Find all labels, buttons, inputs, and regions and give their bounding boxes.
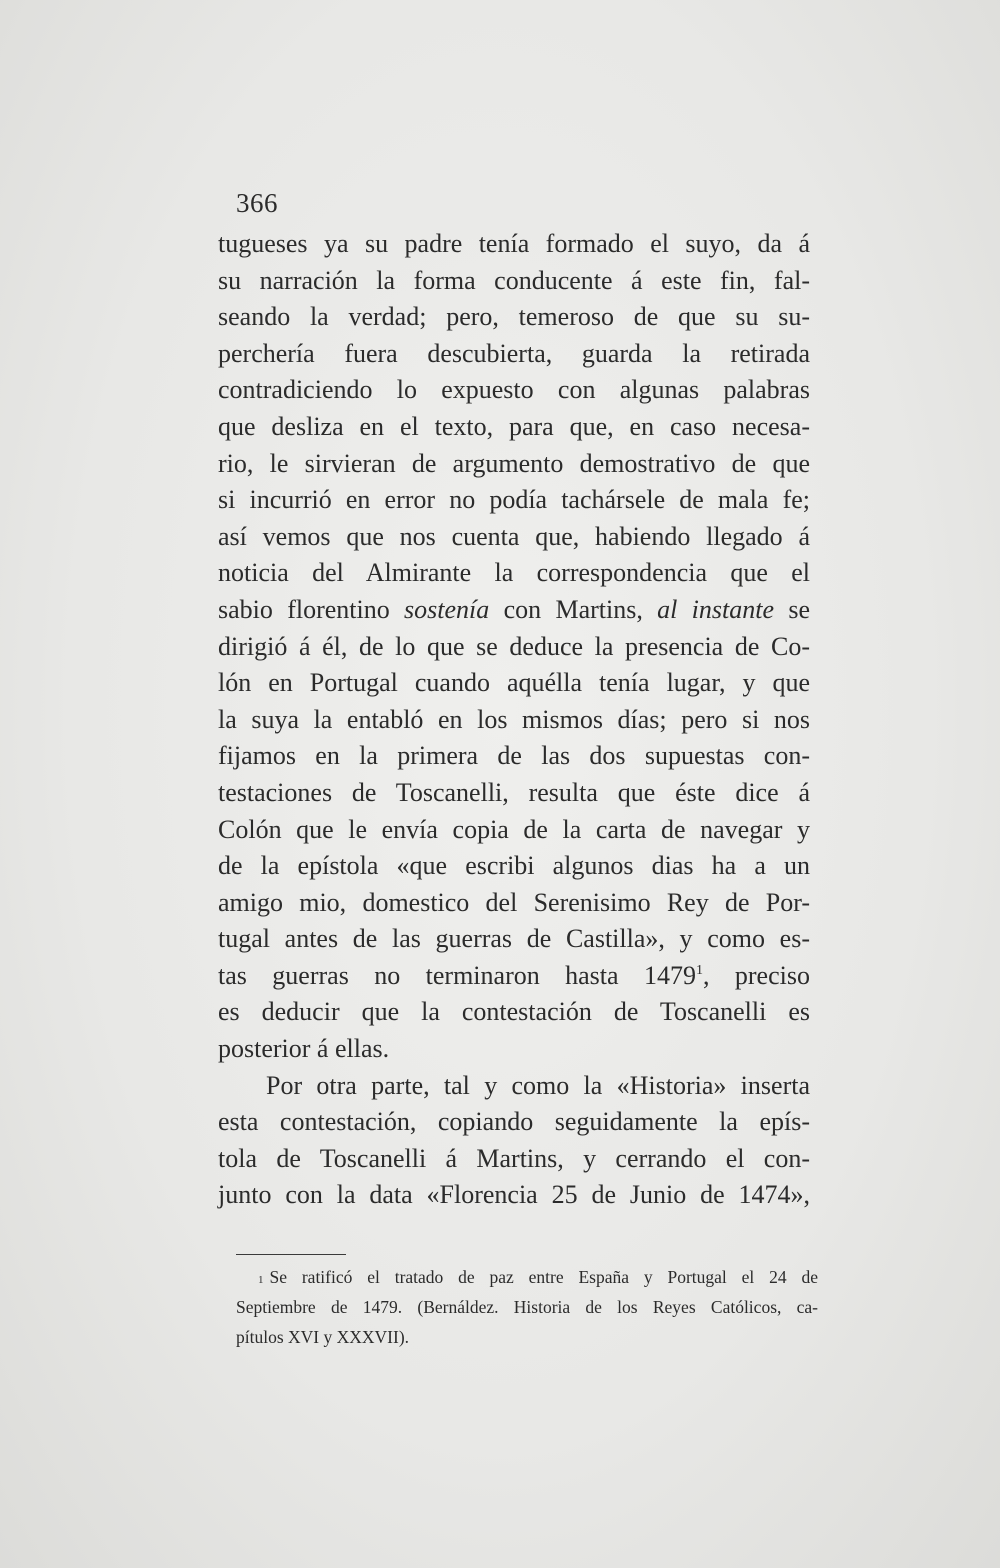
text-segment: sabio florentino: [218, 594, 405, 624]
text-line: posterior á ellas.: [218, 1034, 390, 1064]
text-line: amigo mio, domestico del Serenisimo Rey de Por-: [218, 887, 810, 917]
footnote-text: Se ratificó el tratado de paz entre España y Portugal el 24 de: [269, 1267, 818, 1287]
text-line: la suya la entabló en los mismos días; pero si nos: [218, 704, 810, 734]
text-line: tugueses ya su padre tenía formado el suyo, da á: [218, 229, 810, 258]
text-line: junto con la data «Florencia 25 de Junio de 1474»,: [218, 1180, 810, 1210]
text-line: seando la verdad; pero, temeroso de que su su-: [218, 302, 810, 332]
text-line: así vemos que nos cuenta que, habiendo llegado á: [218, 521, 810, 551]
text-line: fijamos en la primera de las dos supuestas con-: [218, 741, 810, 771]
footnote-line: pítulos XVI y XXXVII).: [236, 1327, 410, 1347]
italic-sostenia: sostenía: [404, 594, 490, 624]
text-line: tugal antes de las guerras de Castilla», y como es-: [218, 924, 810, 954]
text-segment: se: [774, 594, 810, 624]
footnotes: [236, 1262, 818, 1352]
text-line-with-footnote-ref: [218, 958, 810, 995]
text-segment: , preciso: [702, 960, 810, 990]
text-line: de la epístola «que escribi algunos dias ha a un: [218, 851, 810, 881]
page-number: 366: [236, 188, 278, 218]
body-text: [218, 226, 810, 1214]
text-line: contradiciendo lo expuesto con algunas palabras: [218, 375, 810, 405]
footnote-mark: 1: [258, 1274, 264, 1286]
text-line: que desliza en el texto, para que, en caso necesa-: [218, 411, 810, 441]
text-line: es deducir que la contestación de Toscanelli es: [218, 997, 810, 1027]
text-line: tola de Toscanelli á Martins, y cerrando el con-: [218, 1143, 810, 1173]
text-line-with-italics: [218, 592, 810, 629]
text-line: testaciones de Toscanelli, resulta que éste dice á: [218, 777, 810, 807]
paragraph-start-line: Por otra parte, tal y como la «Historia» inserta: [266, 1070, 810, 1100]
text-line: perchería fuera descubierta, guarda la retirada: [218, 338, 810, 368]
text-line: rio, le sirvieran de argumento demostrativo de que: [218, 448, 810, 478]
footnote-reference: 1: [695, 962, 703, 978]
text-segment: tas guerras no terminaron hasta 1479: [218, 960, 696, 990]
text-line: esta contestación, copiando seguidamente la epís-: [218, 1107, 810, 1137]
footnote-line: [236, 1262, 818, 1292]
italic-al-instante: al instante: [657, 594, 775, 624]
text-line: dirigió á él, de lo que se deduce la presencia de Co-: [218, 631, 810, 661]
text-line: su narración la forma conducente á este fin, fal-: [218, 265, 810, 295]
text-line: lón en Portugal cuando aquélla tenía lugar, y que: [218, 668, 810, 698]
text-line: Colón que le envía copia de la carta de navegar y: [218, 814, 810, 844]
text-line: noticia del Almirante la correspondencia que el: [218, 558, 810, 588]
footnote-line: Septiembre de 1479. (Bernáldez. Historia de los Reyes Católicos, ca-: [236, 1297, 818, 1317]
text-line: si incurrió en error no podía tachársele de mala fe;: [218, 485, 810, 515]
footnote-divider: [236, 1254, 346, 1255]
text-segment: con Martins,: [489, 594, 658, 624]
